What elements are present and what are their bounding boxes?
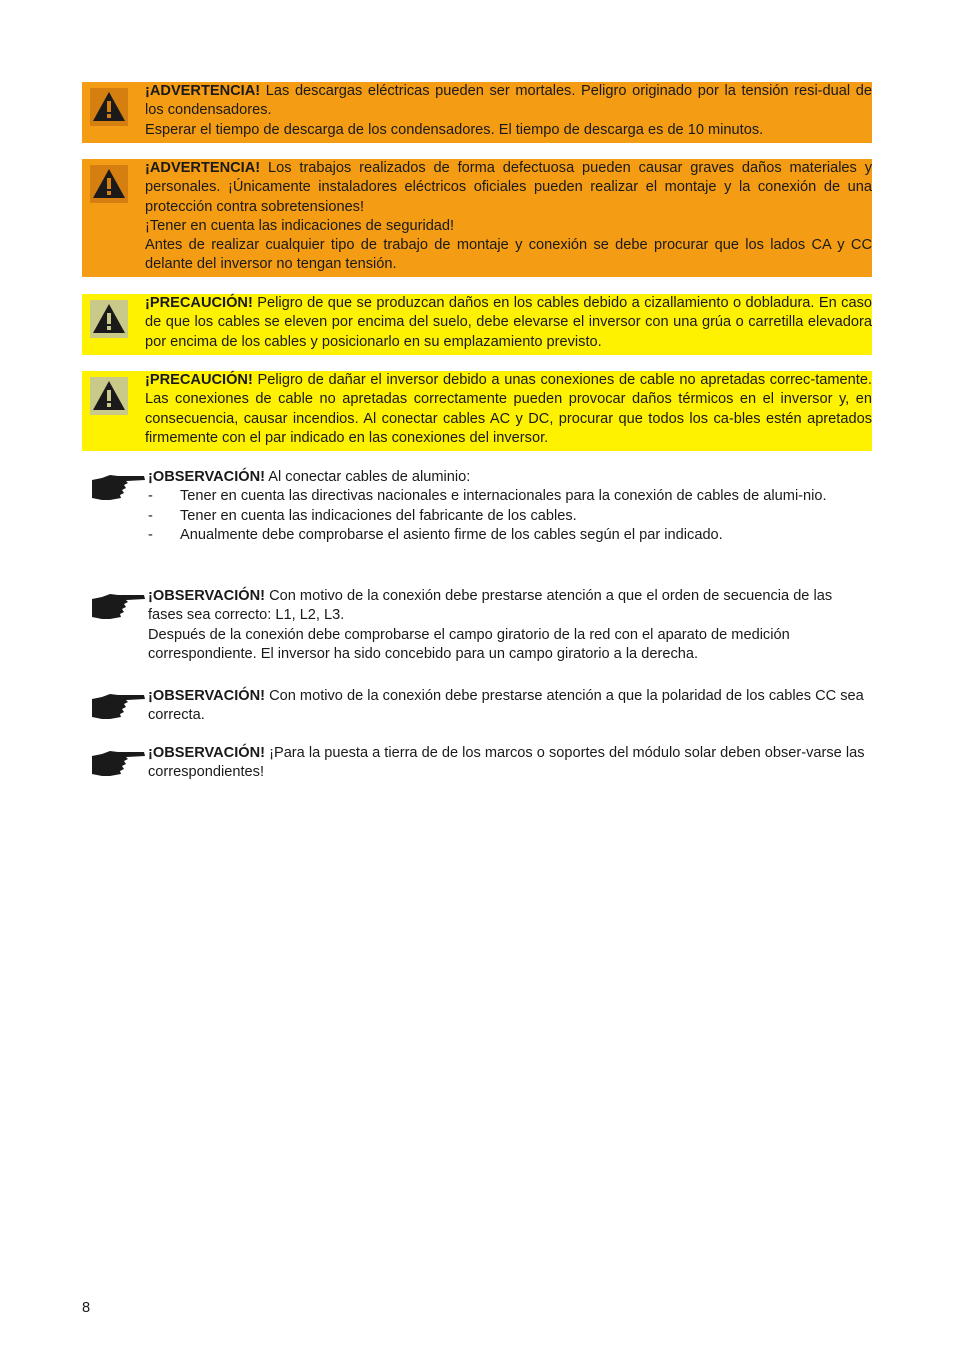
pointing-hand-icon [90,472,146,504]
list-item-text: Tener en cuenta las indicaciones del fabricante de los cables. [180,507,577,524]
list-dash: - [148,488,153,505]
list-dash: - [148,526,153,543]
warning-icon [90,300,128,338]
note-text: ¡Para la puesta a tierra de de los marcos o soportes del módulo solar deben obser-varse las correspondientes! [148,745,865,781]
caution-label: ¡PRECAUCIÓN! [145,295,253,311]
warning-icon [90,377,128,415]
list-item-text: Tener en cuenta las directivas nacionales e internacionales para la conexión de cables de alumi-nio. [180,488,827,505]
caution-box [82,371,872,451]
list-item [148,487,866,506]
note-block [82,587,872,667]
note-block [82,468,872,568]
warning-text: Antes de realizar cualquier tipo de trabajo de montaje y conexión se debe procurar que los lados CA y CC delante del inversor no tengan tensión. [145,237,872,273]
list-item [148,526,866,545]
caution-label: ¡PRECAUCIÓN! [145,372,253,388]
caution-text: Peligro de dañar el inversor debido a unas conexiones de cable no apretadas correc-tamente. Las conexiones de cable no apretadas correctamente pueden provocar daños térmicos en el inversor y, en consecuencia, causar incendios. Al conectar cables AC y DC, procurar que todos los ca-bles estén apretados firmemente con el par indicado en las conexiones del inversor. [145,372,872,446]
caution-box [82,294,872,355]
caution-text: Peligro de que se produzcan daños en los cables debido a cizallamiento o dobladura. En caso de que los cables se eleven por encima del suelo, debe elevarse el inversor con una grúa o carretilla elevadora por encima de los cables y posicionarlo en su emplazamiento previsto. [145,295,872,350]
note-list [148,487,866,545]
note-block [82,687,872,729]
note-label: ¡OBSERVACIÓN! [148,588,266,604]
pointing-hand-icon [90,691,146,723]
note-text: Con motivo de la conexión debe prestarse atención a que la polaridad de los cables CC sea correcta. [148,688,864,724]
note-text: Después de la conexión debe comprobarse el campo giratorio de la red con el aparato de medición correspondiente. El inversor ha sido concebido para un campo giratorio a la derecha. [148,626,790,662]
warning-icon [90,165,128,203]
warning-box [82,82,872,143]
pointing-hand-icon [90,591,146,623]
note-block [82,744,872,786]
pointing-hand-icon [90,748,146,780]
page-number: 8 [82,1300,91,1316]
note-text: Al conectar cables de aluminio: [268,469,471,485]
warning-text: Esperar el tiempo de descarga de los condensadores. El tiempo de descarga es de 10 minutos. [145,121,764,138]
note-label: ¡OBSERVACIÓN! [148,688,266,704]
warning-icon [90,88,128,126]
note-text: Con motivo de la conexión debe prestarse atención a que el orden de secuencia de las fases sea correcto: L1, L2, L3. [148,588,833,624]
note-label: ¡OBSERVACIÓN! [148,745,266,761]
warning-label: ¡ADVERTENCIA! [145,160,261,176]
list-dash: - [148,507,153,524]
note-label: ¡OBSERVACIÓN! [148,469,266,485]
warning-text: Los trabajos realizados de forma defectuosa pueden causar graves daños materiales y personales. ¡Únicamente instaladores eléctricos oficiales pueden realizar el montaje y la conexión de una protección contra sobretensiones! [145,160,872,215]
warning-box [82,159,872,277]
warning-text: ¡Tener en cuenta las indicaciones de seguridad! [145,217,455,234]
warning-text: Las descargas eléctricas pueden ser mortales. Peligro originado por la tensión resi-dual de los condensadores. [145,83,872,119]
warning-label: ¡ADVERTENCIA! [145,83,261,99]
list-item [148,507,866,526]
list-item-text: Anualmente debe comprobarse el asiento firme de los cables según el par indicado. [180,526,723,543]
